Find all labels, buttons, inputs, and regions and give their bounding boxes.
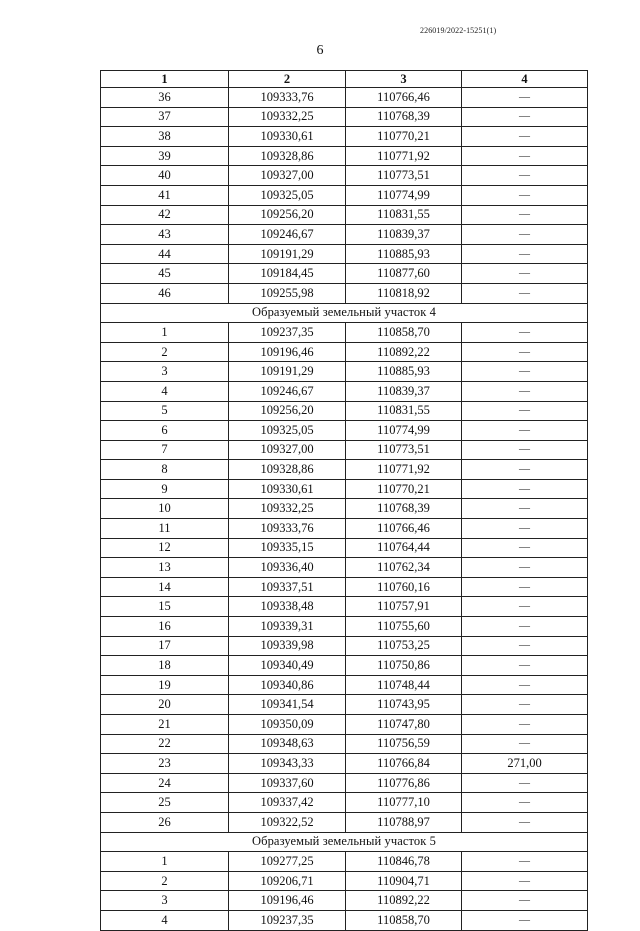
point-number-cell: 24 [101, 773, 229, 793]
y-coordinate-cell: 110776,86 [346, 773, 462, 793]
point-number-cell: 9 [101, 479, 229, 499]
y-coordinate-cell: 110877,60 [346, 264, 462, 284]
table-row [101, 577, 588, 597]
distance-cell: — [462, 636, 588, 656]
distance-cell: — [462, 264, 588, 284]
y-coordinate-cell: 110774,99 [346, 421, 462, 441]
x-coordinate-cell: 109184,45 [229, 264, 346, 284]
point-number-cell: 23 [101, 754, 229, 774]
column-header: 4 [462, 71, 588, 88]
y-coordinate-cell: 110904,71 [346, 871, 462, 891]
distance-cell: — [462, 460, 588, 480]
y-coordinate-cell: 110773,51 [346, 166, 462, 186]
y-coordinate-cell: 110885,93 [346, 244, 462, 264]
y-coordinate-cell: 110764,44 [346, 538, 462, 558]
x-coordinate-cell: 109327,00 [229, 440, 346, 460]
y-coordinate-cell: 110831,55 [346, 401, 462, 421]
x-coordinate-cell: 109256,20 [229, 401, 346, 421]
table-row [101, 558, 588, 578]
table-row [101, 499, 588, 519]
coordinates-table [100, 70, 588, 931]
table-row [101, 127, 588, 147]
x-coordinate-cell: 109256,20 [229, 205, 346, 225]
table-row [101, 323, 588, 343]
y-coordinate-cell: 110771,92 [346, 460, 462, 480]
table-body [101, 88, 588, 931]
x-coordinate-cell: 109336,40 [229, 558, 346, 578]
table-row [101, 734, 588, 754]
y-coordinate-cell: 110858,70 [346, 323, 462, 343]
distance-cell: — [462, 185, 588, 205]
column-header: 3 [346, 71, 462, 88]
point-number-cell: 6 [101, 421, 229, 441]
x-coordinate-cell: 109332,25 [229, 107, 346, 127]
table-row [101, 754, 588, 774]
x-coordinate-cell: 109348,63 [229, 734, 346, 754]
point-number-cell: 18 [101, 656, 229, 676]
table-row [101, 225, 588, 245]
table-row [101, 381, 588, 401]
x-coordinate-cell: 109330,61 [229, 479, 346, 499]
point-number-cell: 45 [101, 264, 229, 284]
table-row [101, 891, 588, 911]
x-coordinate-cell: 109237,35 [229, 910, 346, 930]
table-row [101, 185, 588, 205]
point-number-cell: 1 [101, 852, 229, 872]
distance-cell: — [462, 127, 588, 147]
table-row [101, 283, 588, 303]
x-coordinate-cell: 109339,31 [229, 617, 346, 637]
distance-cell: — [462, 812, 588, 832]
y-coordinate-cell: 110885,93 [346, 362, 462, 382]
distance-cell: 271,00 [462, 754, 588, 774]
x-coordinate-cell: 109191,29 [229, 362, 346, 382]
x-coordinate-cell: 109246,67 [229, 381, 346, 401]
x-coordinate-cell: 109340,49 [229, 656, 346, 676]
table-row [101, 812, 588, 832]
distance-cell: — [462, 558, 588, 578]
y-coordinate-cell: 110818,92 [346, 283, 462, 303]
x-coordinate-cell: 109328,86 [229, 146, 346, 166]
point-number-cell: 39 [101, 146, 229, 166]
y-coordinate-cell: 110760,16 [346, 577, 462, 597]
point-number-cell: 5 [101, 401, 229, 421]
distance-cell: — [462, 910, 588, 930]
column-header: 1 [101, 71, 229, 88]
point-number-cell: 10 [101, 499, 229, 519]
point-number-cell: 37 [101, 107, 229, 127]
table-row [101, 401, 588, 421]
distance-cell: — [462, 88, 588, 108]
point-number-cell: 7 [101, 440, 229, 460]
point-number-cell: 3 [101, 891, 229, 911]
distance-cell: — [462, 656, 588, 676]
distance-cell: — [462, 283, 588, 303]
x-coordinate-cell: 109350,09 [229, 715, 346, 735]
x-coordinate-cell: 109339,98 [229, 636, 346, 656]
y-coordinate-cell: 110755,60 [346, 617, 462, 637]
distance-cell: — [462, 166, 588, 186]
x-coordinate-cell: 109325,05 [229, 185, 346, 205]
table-row [101, 107, 588, 127]
x-coordinate-cell: 109277,25 [229, 852, 346, 872]
point-number-cell: 40 [101, 166, 229, 186]
point-number-cell: 26 [101, 812, 229, 832]
table-row [101, 636, 588, 656]
table-row [101, 264, 588, 284]
table-row [101, 773, 588, 793]
point-number-cell: 13 [101, 558, 229, 578]
x-coordinate-cell: 109325,05 [229, 421, 346, 441]
distance-cell: — [462, 715, 588, 735]
x-coordinate-cell: 109338,48 [229, 597, 346, 617]
y-coordinate-cell: 110766,46 [346, 519, 462, 539]
x-coordinate-cell: 109335,15 [229, 538, 346, 558]
column-header: 2 [229, 71, 346, 88]
y-coordinate-cell: 110831,55 [346, 205, 462, 225]
x-coordinate-cell: 109337,51 [229, 577, 346, 597]
point-number-cell: 15 [101, 597, 229, 617]
table-row [101, 597, 588, 617]
table-row [101, 88, 588, 108]
y-coordinate-cell: 110770,21 [346, 127, 462, 147]
distance-cell: — [462, 695, 588, 715]
point-number-cell: 46 [101, 283, 229, 303]
point-number-cell: 20 [101, 695, 229, 715]
distance-cell: — [462, 499, 588, 519]
y-coordinate-cell: 110756,59 [346, 734, 462, 754]
distance-cell: — [462, 244, 588, 264]
table-row [101, 538, 588, 558]
table-row [101, 205, 588, 225]
table-header-row [101, 71, 588, 88]
point-number-cell: 43 [101, 225, 229, 245]
table-row [101, 421, 588, 441]
y-coordinate-cell: 110753,25 [346, 636, 462, 656]
distance-cell: — [462, 401, 588, 421]
y-coordinate-cell: 110770,21 [346, 479, 462, 499]
distance-cell: — [462, 773, 588, 793]
y-coordinate-cell: 110766,46 [346, 88, 462, 108]
point-number-cell: 14 [101, 577, 229, 597]
x-coordinate-cell: 109332,25 [229, 499, 346, 519]
x-coordinate-cell: 109196,46 [229, 891, 346, 911]
x-coordinate-cell: 109333,76 [229, 519, 346, 539]
y-coordinate-cell: 110892,22 [346, 342, 462, 362]
x-coordinate-cell: 109322,52 [229, 812, 346, 832]
x-coordinate-cell: 109330,61 [229, 127, 346, 147]
page-number: 6 [316, 43, 324, 58]
distance-cell: — [462, 225, 588, 245]
distance-cell: — [462, 852, 588, 872]
y-coordinate-cell: 110750,86 [346, 656, 462, 676]
point-number-cell: 21 [101, 715, 229, 735]
x-coordinate-cell: 109246,67 [229, 225, 346, 245]
point-number-cell: 25 [101, 793, 229, 813]
y-coordinate-cell: 110846,78 [346, 852, 462, 872]
point-number-cell: 38 [101, 127, 229, 147]
table-row [101, 852, 588, 872]
table-row [101, 244, 588, 264]
distance-cell: — [462, 479, 588, 499]
x-coordinate-cell: 109237,35 [229, 323, 346, 343]
distance-cell: — [462, 871, 588, 891]
distance-cell: — [462, 323, 588, 343]
y-coordinate-cell: 110748,44 [346, 675, 462, 695]
y-coordinate-cell: 110766,84 [346, 754, 462, 774]
distance-cell: — [462, 381, 588, 401]
point-number-cell: 4 [101, 381, 229, 401]
x-coordinate-cell: 109328,86 [229, 460, 346, 480]
y-coordinate-cell: 110788,97 [346, 812, 462, 832]
y-coordinate-cell: 110743,95 [346, 695, 462, 715]
y-coordinate-cell: 110858,70 [346, 910, 462, 930]
point-number-cell: 42 [101, 205, 229, 225]
point-number-cell: 17 [101, 636, 229, 656]
table-row [101, 656, 588, 676]
section-title: Образуемый земельный участок 5 [101, 832, 588, 852]
point-number-cell: 12 [101, 538, 229, 558]
table-row [101, 519, 588, 539]
distance-cell: — [462, 597, 588, 617]
document-number: 226019/2022-15251(1) [420, 26, 497, 35]
y-coordinate-cell: 110892,22 [346, 891, 462, 911]
x-coordinate-cell: 109191,29 [229, 244, 346, 264]
distance-cell: — [462, 362, 588, 382]
distance-cell: — [462, 734, 588, 754]
table-row [101, 715, 588, 735]
distance-cell: — [462, 675, 588, 695]
section-header-row [101, 303, 588, 323]
distance-cell: — [462, 891, 588, 911]
x-coordinate-cell: 109333,76 [229, 88, 346, 108]
y-coordinate-cell: 110757,91 [346, 597, 462, 617]
x-coordinate-cell: 109327,00 [229, 166, 346, 186]
point-number-cell: 44 [101, 244, 229, 264]
distance-cell: — [462, 146, 588, 166]
x-coordinate-cell: 109337,42 [229, 793, 346, 813]
distance-cell: — [462, 519, 588, 539]
y-coordinate-cell: 110777,10 [346, 793, 462, 813]
table-row [101, 440, 588, 460]
distance-cell: — [462, 577, 588, 597]
point-number-cell: 2 [101, 871, 229, 891]
distance-cell: — [462, 421, 588, 441]
distance-cell: — [462, 793, 588, 813]
point-number-cell: 4 [101, 910, 229, 930]
point-number-cell: 11 [101, 519, 229, 539]
y-coordinate-cell: 110747,80 [346, 715, 462, 735]
x-coordinate-cell: 109206,71 [229, 871, 346, 891]
point-number-cell: 2 [101, 342, 229, 362]
table-row [101, 695, 588, 715]
point-number-cell: 1 [101, 323, 229, 343]
distance-cell: — [462, 538, 588, 558]
x-coordinate-cell: 109341,54 [229, 695, 346, 715]
y-coordinate-cell: 110839,37 [346, 381, 462, 401]
x-coordinate-cell: 109196,46 [229, 342, 346, 362]
table-row [101, 479, 588, 499]
section-header-row [101, 832, 588, 852]
table-row [101, 460, 588, 480]
table-row [101, 793, 588, 813]
distance-cell: — [462, 617, 588, 637]
section-title: Образуемый земельный участок 4 [101, 303, 588, 323]
x-coordinate-cell: 109337,60 [229, 773, 346, 793]
table-row [101, 617, 588, 637]
table-row [101, 362, 588, 382]
distance-cell: — [462, 342, 588, 362]
table-row [101, 871, 588, 891]
point-number-cell: 22 [101, 734, 229, 754]
x-coordinate-cell: 109340,86 [229, 675, 346, 695]
y-coordinate-cell: 110771,92 [346, 146, 462, 166]
y-coordinate-cell: 110839,37 [346, 225, 462, 245]
table-row [101, 910, 588, 930]
y-coordinate-cell: 110773,51 [346, 440, 462, 460]
table-row [101, 146, 588, 166]
table-row [101, 675, 588, 695]
x-coordinate-cell: 109255,98 [229, 283, 346, 303]
point-number-cell: 36 [101, 88, 229, 108]
distance-cell: — [462, 440, 588, 460]
point-number-cell: 8 [101, 460, 229, 480]
y-coordinate-cell: 110762,34 [346, 558, 462, 578]
y-coordinate-cell: 110774,99 [346, 185, 462, 205]
point-number-cell: 41 [101, 185, 229, 205]
point-number-cell: 16 [101, 617, 229, 637]
table-row [101, 342, 588, 362]
table-row [101, 166, 588, 186]
point-number-cell: 19 [101, 675, 229, 695]
distance-cell: — [462, 205, 588, 225]
point-number-cell: 3 [101, 362, 229, 382]
x-coordinate-cell: 109343,33 [229, 754, 346, 774]
y-coordinate-cell: 110768,39 [346, 499, 462, 519]
distance-cell: — [462, 107, 588, 127]
y-coordinate-cell: 110768,39 [346, 107, 462, 127]
